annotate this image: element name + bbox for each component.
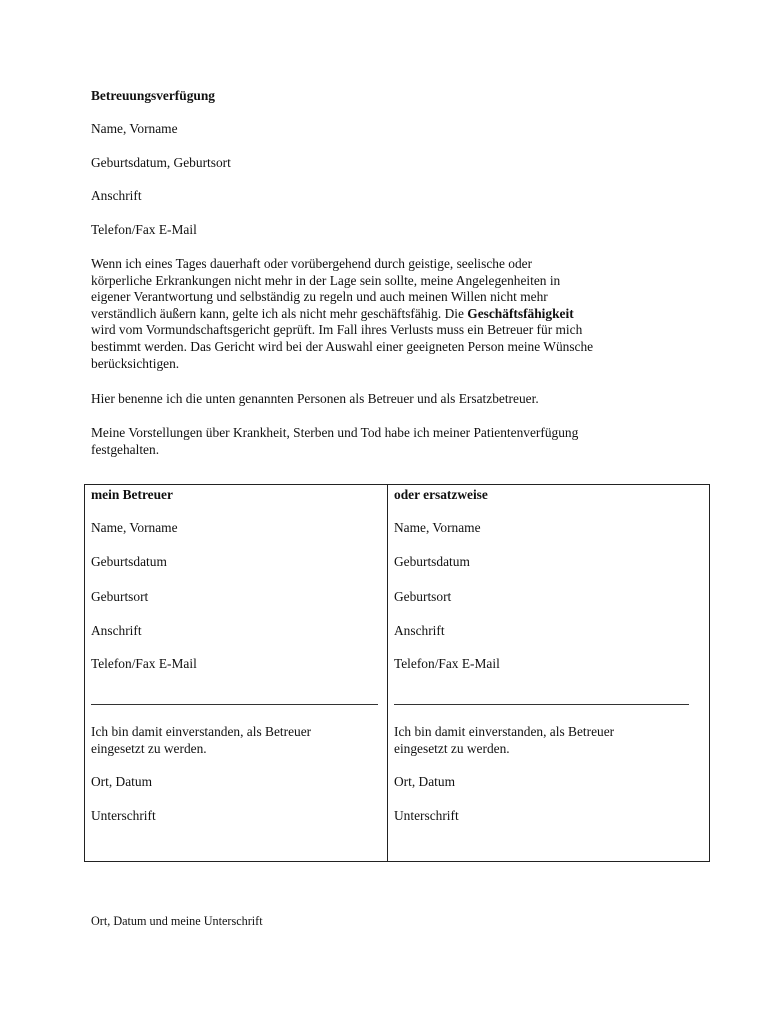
caretaker-signature-label: Unterschrift bbox=[91, 808, 156, 823]
caretaker-column bbox=[85, 485, 387, 861]
caretaker-name-label: Name, Vorname bbox=[91, 520, 178, 535]
substitute-contact-label: Telefon/Fax E-Mail bbox=[394, 656, 500, 671]
consent-line: eingesetzt zu werden. bbox=[91, 740, 207, 756]
substitute-address-label: Anschrift bbox=[394, 623, 445, 638]
caretaker-place-date-label: Ort, Datum bbox=[91, 774, 152, 789]
caretaker-address-label: Anschrift bbox=[91, 623, 142, 638]
intro-line: berücksichtigen. bbox=[91, 355, 180, 371]
substitute-signature-line bbox=[394, 704, 689, 705]
substitute-heading: oder ersatzweise bbox=[394, 487, 488, 502]
substitute-birthplace-label: Geburtsort bbox=[394, 589, 452, 604]
caretaker-contact-label: Telefon/Fax E-Mail bbox=[91, 656, 197, 671]
contact-field-label: Telefon/Fax E-Mail bbox=[91, 222, 197, 237]
substitute-birthdate-label: Geburtsdatum bbox=[394, 554, 470, 569]
caretaker-signature-line bbox=[91, 704, 378, 705]
substitute-name-label: Name, Vorname bbox=[394, 520, 481, 535]
consent-line: Ich bin damit einverstanden, als Betreuer bbox=[91, 724, 312, 739]
consent-line: Ich bin damit einverstanden, als Betreuer bbox=[394, 724, 615, 739]
name-field-label: Name, Vorname bbox=[91, 121, 178, 136]
patient-directive-paragraph bbox=[91, 425, 691, 458]
directive-line: Meine Vorstellungen über Krankheit, Sterben und Tod habe ich meiner Patientenverfügung bbox=[91, 425, 579, 440]
document-title: Betreuungsverfügung bbox=[91, 88, 216, 103]
directive-line: festgehalten. bbox=[91, 441, 160, 457]
intro-line-text: verständlich äußern kann, gelte ich als nicht mehr geschäftsfähig. Die bbox=[91, 305, 468, 321]
consent-line: eingesetzt zu werden. bbox=[394, 740, 510, 756]
substitute-column bbox=[388, 485, 709, 861]
caretaker-birthdate-label: Geburtsdatum bbox=[91, 554, 167, 569]
substitute-place-date-label: Ort, Datum bbox=[394, 774, 455, 789]
birth-field-label: Geburtsdatum, Geburtsort bbox=[91, 155, 231, 170]
intro-line: eigener Verantwortung und selbständig zu regeln und auch meinen Willen nicht mehr bbox=[91, 289, 548, 305]
caretaker-table bbox=[84, 484, 710, 862]
address-field-label: Anschrift bbox=[91, 188, 142, 203]
caretaker-consent-text bbox=[91, 724, 311, 757]
caretaker-heading: mein Betreuer bbox=[91, 487, 173, 502]
substitute-signature-label: Unterschrift bbox=[394, 808, 459, 823]
caretaker-birthplace-label: Geburtsort bbox=[91, 589, 149, 604]
intro-paragraph bbox=[91, 256, 691, 372]
bold-term: Geschäftsfähigkeit bbox=[467, 305, 574, 321]
intro-line: wird vom Vormundschaftsgericht geprüft. Im Fall ihres Verlusts muss ein Betreuer für mich bbox=[91, 322, 583, 338]
intro-line: Wenn ich eines Tages dauerhaft oder vorübergehend durch geistige, seelische oder bbox=[91, 256, 533, 271]
footer-signature-label: Ort, Datum und meine Unterschrift bbox=[91, 914, 263, 928]
intro-line bbox=[91, 306, 691, 323]
intro-line: körperliche Erkrankungen nicht mehr in der Lage sein sollte, meine Angelegenheiten in bbox=[91, 272, 561, 288]
substitute-consent-text bbox=[394, 724, 614, 757]
intro-line: bestimmt werden. Das Gericht wird bei der Auswahl einer geeigneten Person meine Wünsche bbox=[91, 338, 594, 354]
designation-paragraph: Hier benenne ich die unten genannten Personen als Betreuer und als Ersatzbetreuer. bbox=[91, 391, 539, 406]
